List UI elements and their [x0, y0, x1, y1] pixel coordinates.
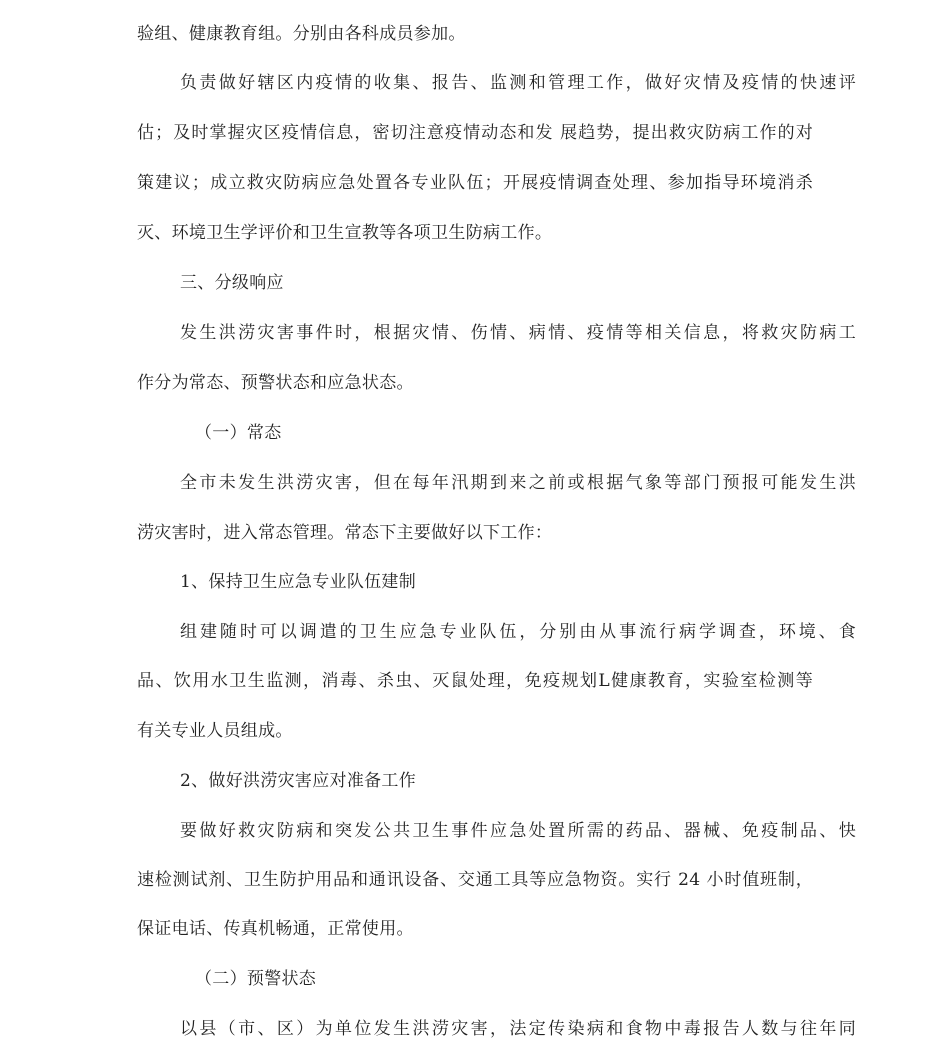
item-heading: 1、保持卫生应急专业队伍建制	[180, 572, 417, 592]
body-text-line: 策建议；成立救灾防病应急处置各专业队伍；开展疫情调查处理、参加指导环境消杀	[137, 173, 813, 193]
body-text-line: 灭、环境卫生学评价和卫生宣教等各项卫生防病工作。	[137, 223, 553, 243]
body-text-line: 品、饮用水卫生监测，消毒、杀虫、灭鼠处理，免疫规划L健康教育，实验室检测等	[137, 671, 813, 691]
body-text-line: 保证电话、传真机畅通，正常使用。	[137, 919, 414, 939]
paragraph-first-line: 以县（市、区）为单位发生洪涝灾害，法定传染病和食物中毒报告人数与往年同	[180, 1019, 856, 1039]
item-heading: 2、做好洪涝灾害应对准备工作	[180, 771, 417, 791]
body-text-line: 有关专业人员组成。	[137, 721, 293, 741]
subsection-heading: （一）常态	[195, 423, 282, 443]
section-heading: 三、分级响应	[180, 273, 284, 293]
paragraph-first-line: 全市未发生洪涝灾害，但在每年汛期到来之前或根据气象等部门预报可能发生洪	[180, 473, 856, 493]
body-text-line: 涝灾害时，进入常态管理。常态下主要做好以下工作：	[137, 523, 553, 543]
paragraph-first-line: 发生洪涝灾害事件时，根据灾情、伤情、病情、疫情等相关信息，将救灾防病工	[180, 323, 856, 343]
paragraph-first-line: 组建随时可以调遣的卫生应急专业队伍，分别由从事流行病学调查，环境、食	[180, 622, 856, 642]
body-text-line: 速检测试剂、卫生防护用品和通讯设备、交通工具等应急物资。实行 24 小时值班制，	[137, 870, 813, 890]
body-text-line: 验组、健康教育组。分别由各科成员参加。	[137, 24, 466, 44]
body-text-line: 估；及时掌握灾区疫情信息，密切注意疫情动态和发 展趋势，提出救灾防病工作的对	[137, 123, 813, 143]
paragraph-first-line: 负责做好辖区内疫情的收集、报告、监测和管理工作，做好灾情及疫情的快速评	[180, 73, 856, 93]
subsection-heading: （二）预警状态	[195, 969, 317, 989]
body-text-line: 作分为常态、预警状态和应急状态。	[137, 373, 414, 393]
paragraph-first-line: 要做好救灾防病和突发公共卫生事件应急处置所需的药品、器械、免疫制品、快	[180, 821, 856, 841]
